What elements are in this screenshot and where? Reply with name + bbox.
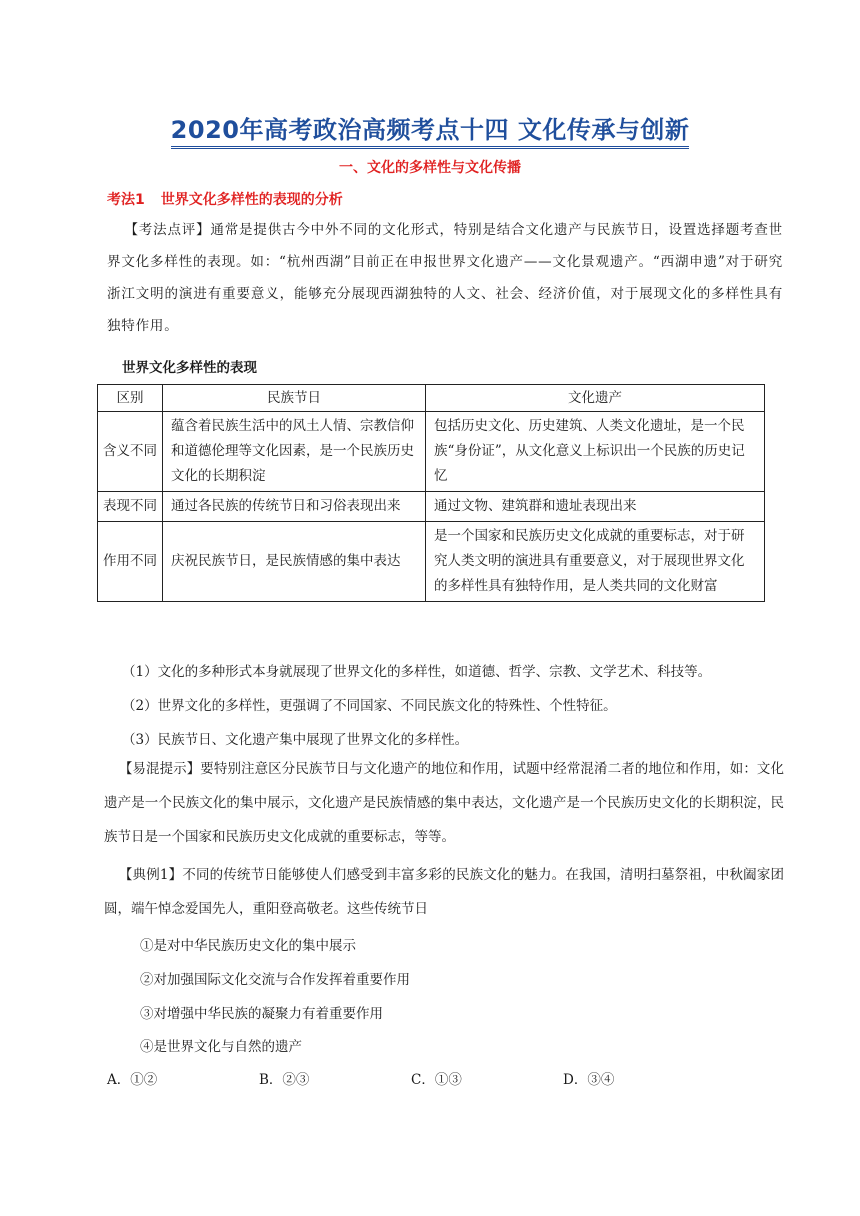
section-heading: 一、文化的多样性与文化传播	[339, 160, 521, 176]
point-item: （2）世界文化的多样性，更强调了不同国家、不同民族文化的特殊性、个性特征。	[122, 698, 617, 714]
answer-choice-c: C．①③	[411, 1072, 462, 1088]
table-cell: 通过各民族的传统节日和习俗表现出来	[163, 492, 426, 522]
answer-choice-b: B．②③	[259, 1072, 310, 1088]
row-label: 表现不同	[98, 492, 163, 522]
statement-option: ①是对中华民族历史文化的集中展示	[140, 938, 356, 954]
statement-option: ②对加强国际文化交流与合作发挥着重要作用	[140, 972, 410, 988]
table-cell: 是一个国家和民族历史文化成就的重要标志，对于研究人类文明的演进具有重要意义，对于展现世界文化的多样性具有独特作用，是人类共同的文化财富	[426, 522, 765, 602]
kaofa-heading	[107, 189, 343, 209]
row-label: 作用不同	[98, 522, 163, 602]
comparison-table	[97, 384, 765, 602]
table-cell: 通过文物、建筑群和遗址表现出来	[426, 492, 765, 522]
table-cell: 庆祝民族节日，是民族情感的集中表达	[163, 522, 426, 602]
table-header-row	[98, 385, 765, 412]
table-header-cell: 民族节日	[163, 385, 426, 412]
statement-option: ④是世界文化与自然的遗产	[140, 1039, 302, 1055]
answer-choice-a: A．①②	[107, 1072, 158, 1088]
point-item: （1）文化的多种形式本身就展现了世界文化的多样性，如道德、哲学、宗教、文学艺术、科技等。	[122, 664, 712, 680]
table-header-cell: 文化遗产	[426, 385, 765, 412]
table-caption: 世界文化多样性的表现	[122, 360, 257, 376]
confusion-tip: 【易混提示】要特别注意区分民族节日与文化遗产的地位和作用，试题中经常混淆二者的地位和作用，如：文化遗产是一个民族文化的集中展示，文化遗产是民族情感的集中表达，文化遗产是一个民族历史文化的长期积淀，民族节日是一个国家和民族历史文化成就的重要标志，等等。	[104, 761, 784, 845]
table-row	[98, 412, 765, 492]
table-cell: 包括历史文化、历史建筑、人类文化遗址，是一个民族“身份证”，从文化意义上标识出一个民族的历史记忆	[426, 412, 765, 492]
table-row	[98, 522, 765, 602]
commentary-paragraph: 【考法点评】通常是提供古今中外不同的文化形式，特别是结合文化遗产与民族节日，设置选择题考查世界文化多样性的表现。如：“杭州西湖”目前正在申报世界文化遗产——文化景观遗产。“西湖申遗”对于研究浙江文明的演进有重要意义，能够充分展现西湖独特的人文、社会、经济价值，对于展现文化的多样性具有独特作用。	[107, 222, 783, 334]
point-item: （3）民族节日、文化遗产集中展现了世界文化的多样性。	[122, 732, 469, 748]
table-row	[98, 492, 765, 522]
example-question: 【典例1】不同的传统节日能够使人们感受到丰富多彩的民族文化的魅力。在我国，清明扫墓祭祖，中秋阖家团圆，端午悼念爱国先人，重阳登高敬老。这些传统节日	[104, 867, 784, 917]
kaofa-text: 世界文化多样性的表现的分析	[160, 192, 343, 208]
statement-option: ③对增强中华民族的凝聚力有着重要作用	[140, 1006, 383, 1022]
page-title: 2020年高考政治高频考点十四 文化传承与创新	[0, 110, 860, 145]
answer-choice-d: D．③④	[563, 1072, 615, 1088]
kaofa-number: 考法1	[107, 192, 145, 208]
table-cell: 蕴含着民族生活中的风土人情、宗教信仰和道德伦理等文化因素，是一个民族历史文化的长期积淀	[163, 412, 426, 492]
table-header-cell: 区别	[98, 385, 163, 412]
row-label: 含义不同	[98, 412, 163, 492]
